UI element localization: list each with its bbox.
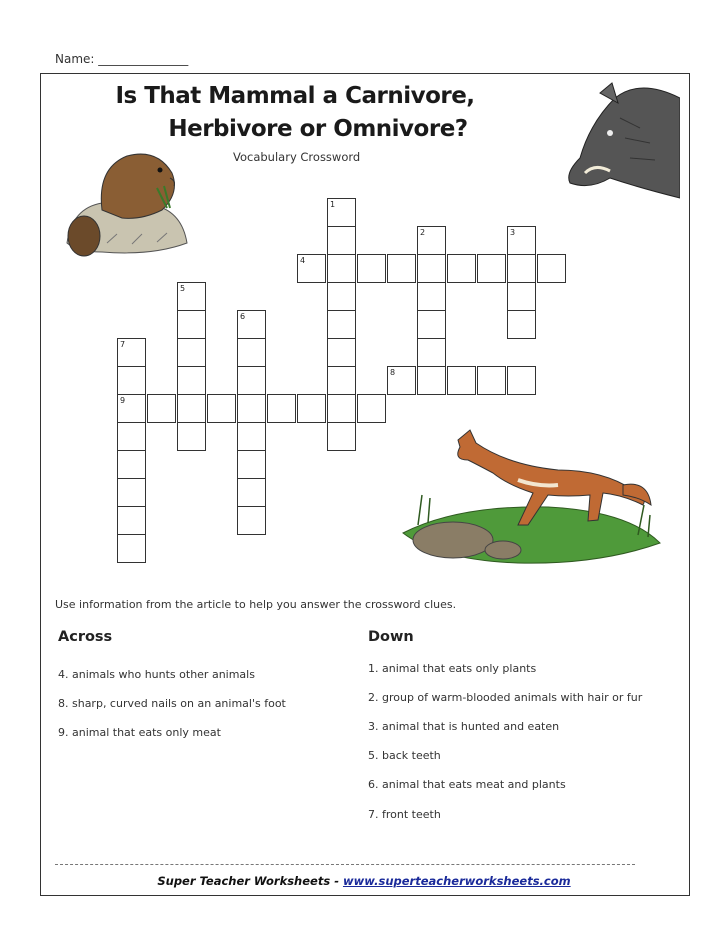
grid-cell[interactable] xyxy=(327,198,356,227)
grid-cell[interactable] xyxy=(417,338,446,367)
grid-cell[interactable] xyxy=(237,506,266,535)
grid-cell[interactable] xyxy=(117,534,146,563)
name-line: Name: _______________ xyxy=(55,52,189,66)
grid-cell[interactable] xyxy=(327,394,356,423)
grid-cell[interactable] xyxy=(357,254,386,283)
grid-cell[interactable] xyxy=(417,366,446,395)
across-clue: 9. animal that eats only meat xyxy=(58,726,221,739)
down-clue: 5. back teeth xyxy=(368,749,441,762)
grid-cell[interactable] xyxy=(537,254,566,283)
grid-cell[interactable] xyxy=(507,254,536,283)
grid-cell[interactable] xyxy=(447,254,476,283)
grid-cell[interactable] xyxy=(507,310,536,339)
grid-cell[interactable] xyxy=(237,450,266,479)
grid-cell[interactable] xyxy=(417,254,446,283)
grid-cell[interactable] xyxy=(417,282,446,311)
grid-cell[interactable] xyxy=(327,254,356,283)
grid-cell[interactable] xyxy=(117,422,146,451)
grid-cell[interactable] xyxy=(147,394,176,423)
down-clue: 3. animal that is hunted and eaten xyxy=(368,720,560,733)
grid-cell[interactable] xyxy=(177,282,206,311)
grid-cell[interactable] xyxy=(327,338,356,367)
grid-cell[interactable] xyxy=(417,226,446,255)
grid-cell[interactable] xyxy=(117,338,146,367)
grid-cell[interactable] xyxy=(387,254,416,283)
down-clue: 7. front teeth xyxy=(368,808,441,821)
clue-number: 7 xyxy=(120,340,126,349)
grid-cell[interactable] xyxy=(117,366,146,395)
clue-number: 9 xyxy=(120,396,126,405)
clue-number: 5 xyxy=(180,284,186,293)
grid-cell[interactable] xyxy=(507,226,536,255)
grid-cell[interactable] xyxy=(237,394,266,423)
grid-cell[interactable] xyxy=(237,422,266,451)
clue-number: 2 xyxy=(420,228,426,237)
down-heading: Down xyxy=(368,629,414,645)
grid-cell[interactable] xyxy=(417,310,446,339)
grid-cell[interactable] xyxy=(117,506,146,535)
coyote-illustration xyxy=(398,425,670,573)
grid-cell[interactable] xyxy=(507,282,536,311)
grid-cell[interactable] xyxy=(177,366,206,395)
down-clue: 6. animal that eats meat and plants xyxy=(368,778,566,791)
grid-cell[interactable] xyxy=(507,366,536,395)
grid-cell[interactable] xyxy=(117,478,146,507)
grid-cell[interactable] xyxy=(267,394,296,423)
grid-cell[interactable] xyxy=(327,282,356,311)
page-title-line2: Herbivore or Omnivore? xyxy=(168,116,468,142)
beaver-illustration xyxy=(62,148,192,263)
grid-cell[interactable] xyxy=(327,422,356,451)
grid-cell[interactable] xyxy=(117,394,146,423)
grid-cell[interactable] xyxy=(117,450,146,479)
across-clue: 4. animals who hunts other animals xyxy=(58,668,255,681)
grid-cell[interactable] xyxy=(177,338,206,367)
grid-cell[interactable] xyxy=(237,338,266,367)
grid-cell[interactable] xyxy=(477,254,506,283)
boar-illustration xyxy=(560,78,680,208)
grid-cell[interactable] xyxy=(177,310,206,339)
grid-cell[interactable] xyxy=(327,366,356,395)
grid-cell[interactable] xyxy=(357,394,386,423)
grid-cell[interactable] xyxy=(447,366,476,395)
grid-cell[interactable] xyxy=(237,366,266,395)
across-clue: 8. sharp, curved nails on an animal's foot xyxy=(58,697,286,710)
grid-cell[interactable] xyxy=(297,394,326,423)
clue-number: 1 xyxy=(330,200,336,209)
footer xyxy=(0,874,728,888)
down-clue: 1. animal that eats only plants xyxy=(368,662,537,675)
footer-link[interactable]: www.superteacherworksheets.com xyxy=(342,874,571,888)
grid-cell[interactable] xyxy=(297,254,326,283)
across-heading: Across xyxy=(58,629,113,645)
grid-cell[interactable] xyxy=(387,366,416,395)
clue-number: 4 xyxy=(300,256,306,265)
footer-label: Super Teacher Worksheets - xyxy=(157,874,343,888)
grid-cell[interactable] xyxy=(207,394,236,423)
grid-cell[interactable] xyxy=(237,478,266,507)
page-subtitle: Vocabulary Crossword xyxy=(233,150,361,164)
instructions: Use information from the article to help you answer the crossword clues. xyxy=(55,598,457,611)
clue-number: 3 xyxy=(510,228,516,237)
page-title-line1: Is That Mammal a Carnivore, xyxy=(115,83,475,109)
grid-cell[interactable] xyxy=(327,310,356,339)
clue-number: 6 xyxy=(240,312,246,321)
grid-cell[interactable] xyxy=(327,226,356,255)
grid-cell[interactable] xyxy=(477,366,506,395)
grid-cell[interactable] xyxy=(177,394,206,423)
grid-cell[interactable] xyxy=(177,422,206,451)
clue-number: 8 xyxy=(390,368,396,377)
footer-divider xyxy=(55,864,635,865)
down-clue: 2. group of warm-blooded animals with hair or fur xyxy=(368,691,643,704)
grid-cell[interactable] xyxy=(237,310,266,339)
